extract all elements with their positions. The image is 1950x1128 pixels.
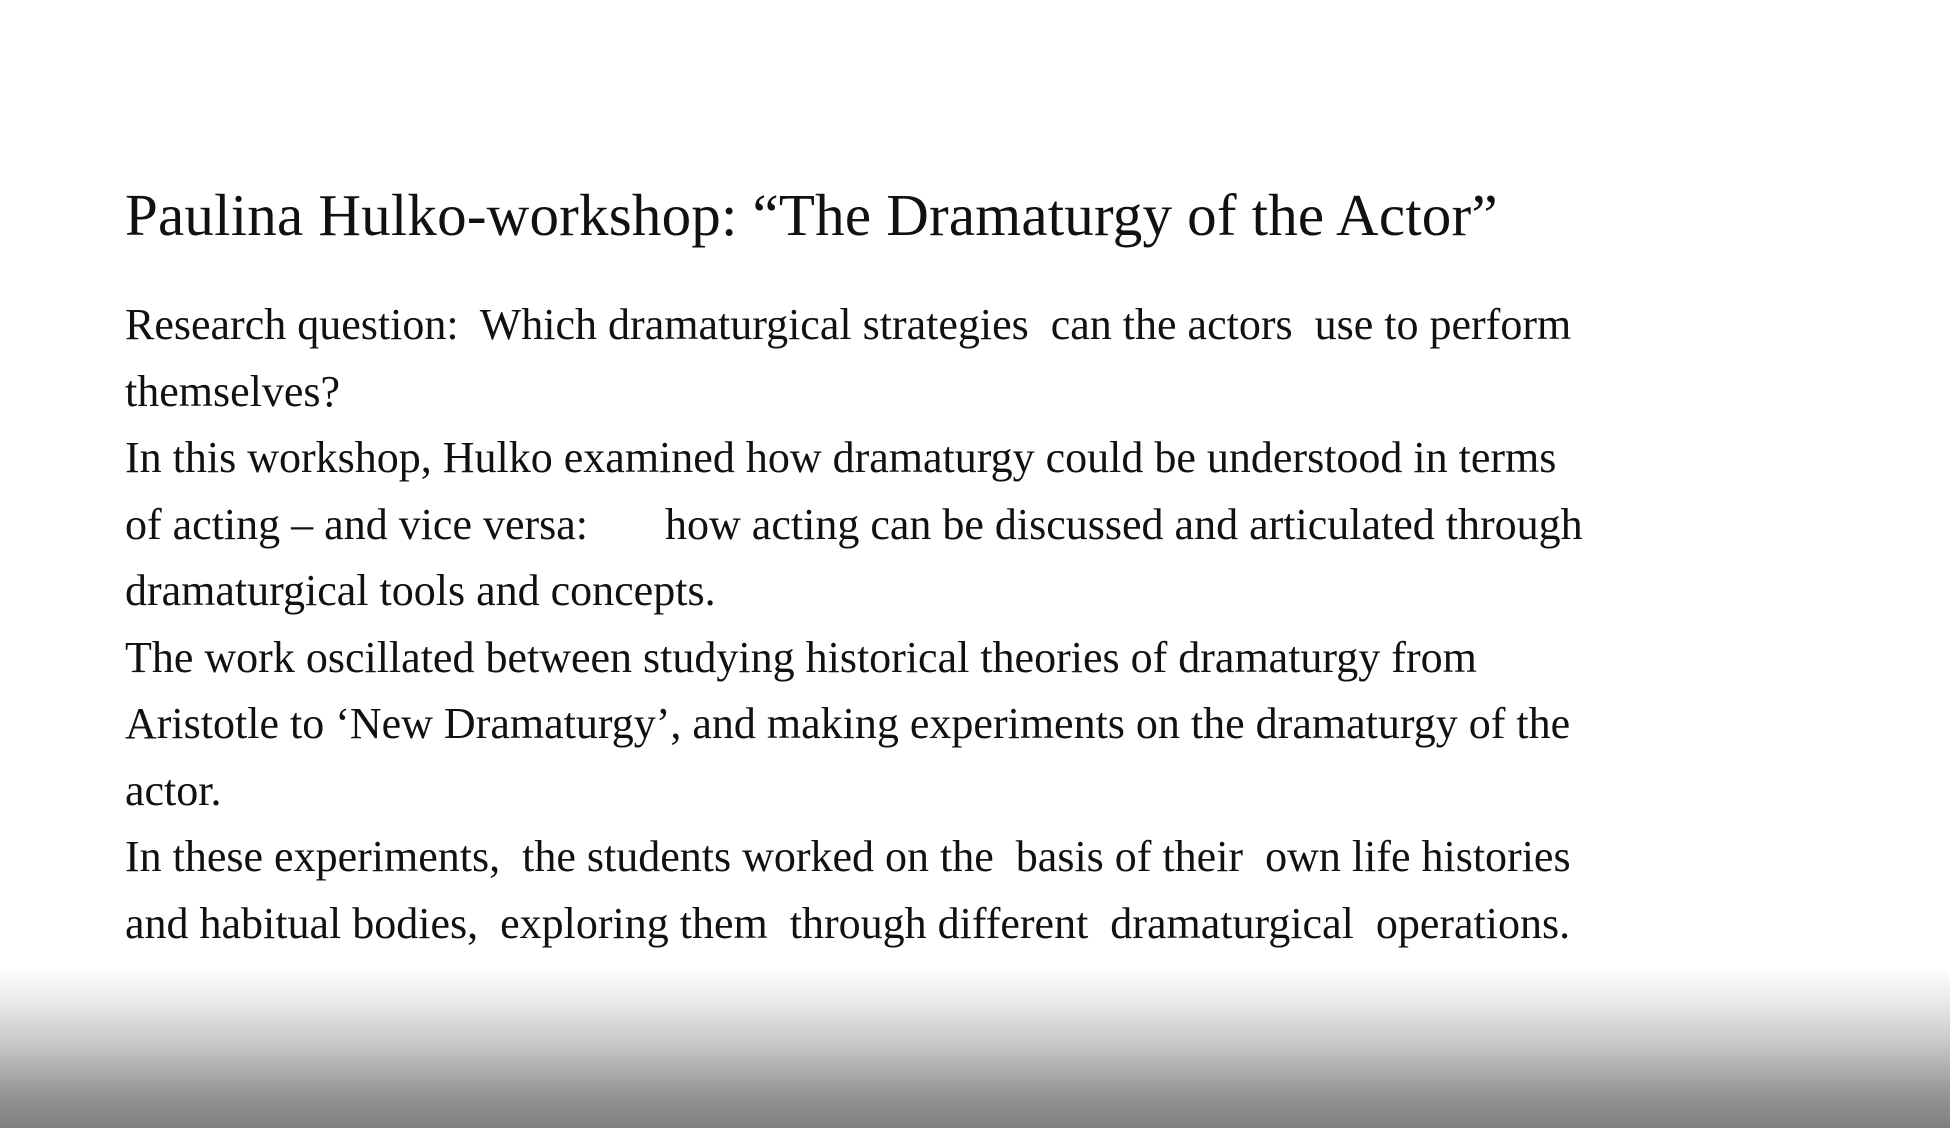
body-line: Aristotle to ‘New Dramaturgy’, and making experiments on the dramaturgy of the [125, 699, 1571, 748]
body-line: of acting – and vice versa: how acting can be discussed and articulated through [125, 499, 1583, 549]
slide-title: Paulina Hulko-workshop: “The Dramaturgy of the Actor” [125, 182, 1498, 248]
body-line: In these experiments, the students worked on the basis of their own life histories [125, 832, 1571, 881]
body-line: The work oscillated between studying historical theories of dramaturgy from [125, 632, 1477, 682]
body-line: dramaturgical tools and concepts. [125, 566, 716, 615]
body-line: and habitual bodies, exploring them through different dramaturgical operations. [125, 898, 1571, 948]
body-line: themselves? [125, 366, 341, 416]
slide-content [125, 178, 1775, 957]
body-line: actor. [125, 765, 222, 815]
body-line: In this workshop, Hulko examined how dramaturgy could be understood in terms [125, 433, 1557, 482]
body-line: Research question: Which dramaturgical strategies can the actors use to perform [125, 300, 1572, 349]
slide-body [125, 292, 1775, 957]
bottom-gradient-bar [0, 968, 1950, 1128]
